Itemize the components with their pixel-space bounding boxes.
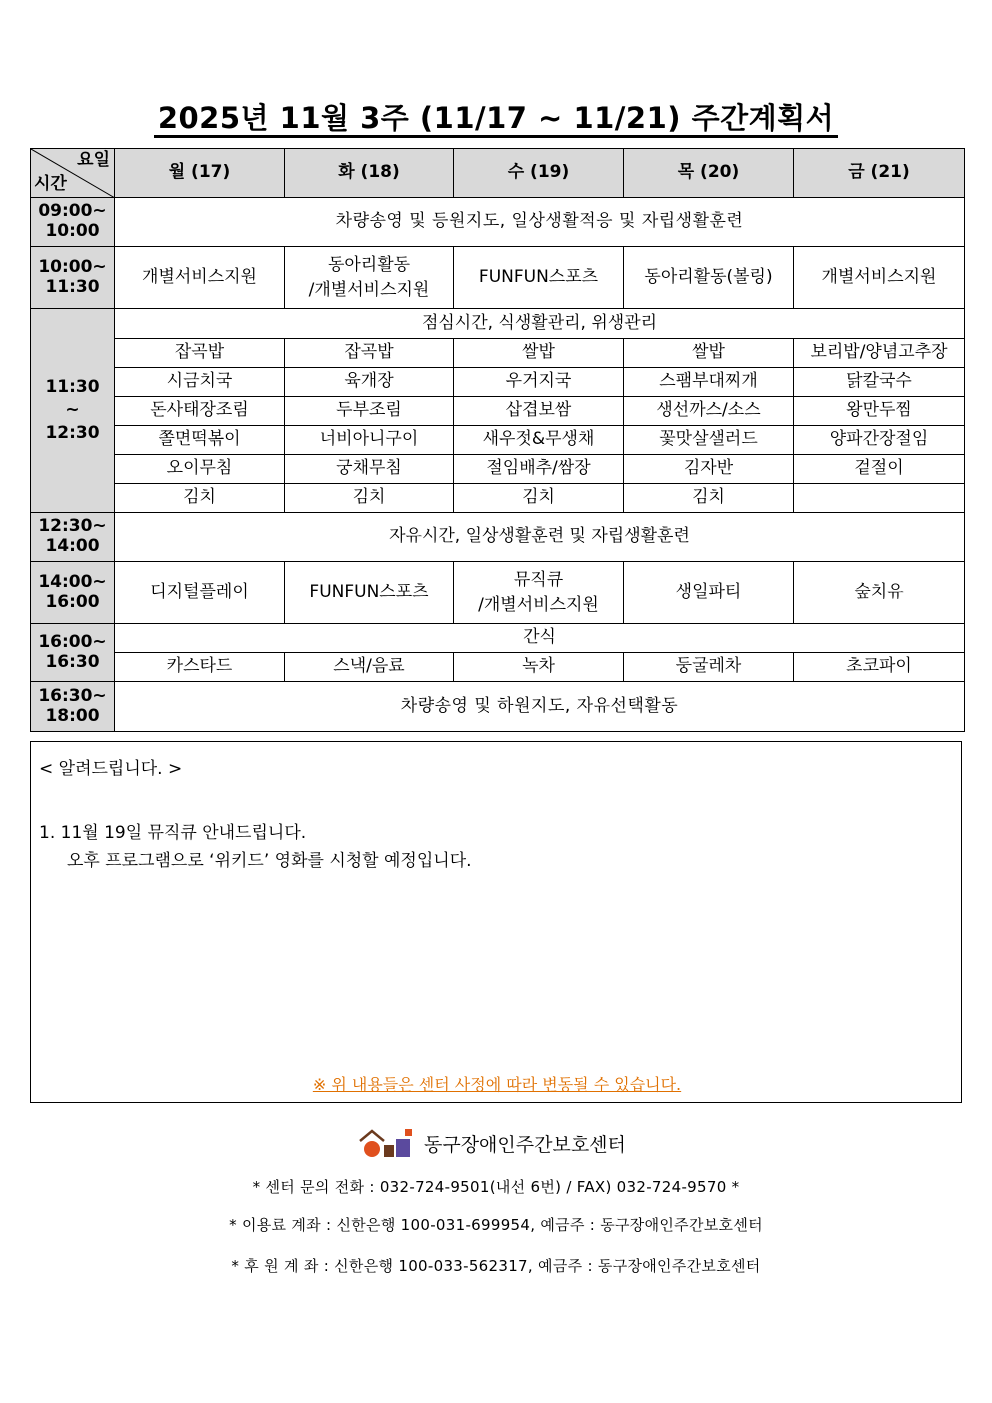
menu-cell: 김치 bbox=[624, 484, 794, 513]
menu-cell: 너비아니구이 bbox=[285, 426, 454, 455]
menu-cell: 스팸부대찌개 bbox=[624, 368, 794, 397]
activity-span: 자유시간, 일상생활훈련 및 자립생활훈련 bbox=[115, 513, 965, 562]
menu-cell: 쌀밥 bbox=[454, 339, 624, 368]
menu-cell: 양파간장절임 bbox=[794, 426, 965, 455]
menu-cell: 김치 bbox=[285, 484, 454, 513]
corner-time-label: 시간 bbox=[34, 174, 67, 195]
activity-cell: 뮤직큐 /개별서비스지원 bbox=[454, 562, 624, 624]
notice-line-1: 1. 11월 19일 뮤직큐 안내드립니다. bbox=[39, 823, 307, 843]
weekly-schedule-table bbox=[30, 148, 965, 732]
menu-cell: 김치 bbox=[454, 484, 624, 513]
activity-span: 차량송영 및 하원지도, 자유선택활동 bbox=[115, 682, 965, 732]
time-cell: 16:30~ 18:00 bbox=[31, 682, 115, 732]
day-fri: 금 (21) bbox=[794, 149, 965, 198]
row-lunch-heading bbox=[31, 309, 965, 339]
day-thu: 목 (20) bbox=[624, 149, 794, 198]
notice-heading: < 알려드립니다. > bbox=[39, 759, 183, 779]
menu-cell bbox=[794, 484, 965, 513]
time-cell: 12:30~ 14:00 bbox=[31, 513, 115, 562]
activity-cell: 동아리활동(볼링) bbox=[624, 247, 794, 309]
center-name: 동구장애인주간보호센터 bbox=[424, 1133, 626, 1156]
row-0900 bbox=[31, 198, 965, 247]
menu-cell: 꽃맛살샐러드 bbox=[624, 426, 794, 455]
activity-cell: 디지털플레이 bbox=[115, 562, 285, 624]
activity-cell: FUNFUN스포츠 bbox=[454, 247, 624, 309]
menu-cell: 보리밥/양념고추장 bbox=[794, 339, 965, 368]
menu-row bbox=[31, 339, 965, 368]
row-1400 bbox=[31, 562, 965, 624]
menu-cell: 두부조림 bbox=[285, 397, 454, 426]
time-cell: 09:00~ 10:00 bbox=[31, 198, 115, 247]
time-cell: 11:30 ~ 12:30 bbox=[31, 309, 115, 513]
menu-cell: 잡곡밥 bbox=[285, 339, 454, 368]
menu-cell: 김치 bbox=[115, 484, 285, 513]
corner-cell bbox=[31, 149, 115, 198]
lunch-heading: 점심시간, 식생활관리, 위생관리 bbox=[115, 309, 965, 339]
corner-day-label: 요일 bbox=[77, 150, 110, 170]
snack-cell: 둥굴레차 bbox=[624, 653, 794, 682]
row-1000 bbox=[31, 247, 965, 309]
activity-cell: 생일파티 bbox=[624, 562, 794, 624]
activity-cell: FUNFUN스포츠 bbox=[285, 562, 454, 624]
house-logo-icon bbox=[358, 1127, 418, 1159]
menu-row bbox=[31, 484, 965, 513]
menu-cell: 새우젓&무생채 bbox=[454, 426, 624, 455]
menu-cell: 오이무침 bbox=[115, 455, 285, 484]
activity-cell: 개별서비스지원 bbox=[115, 247, 285, 309]
snack-cell: 녹차 bbox=[454, 653, 624, 682]
change-warning: ※ 위 내용들은 센터 사정에 따라 변동될 수 있습니다. bbox=[312, 1075, 682, 1094]
activity-cell: 동아리활동 /개별서비스지원 bbox=[285, 247, 454, 309]
menu-cell: 닭칼국수 bbox=[794, 368, 965, 397]
menu-cell: 잡곡밥 bbox=[115, 339, 285, 368]
notice-line-2: 오후 프로그램으로 ‘위키드’ 영화를 시청할 예정입니다. bbox=[67, 851, 472, 871]
fee-account: * 이용료 계좌 : 신한은행 100-031-699954, 예금주 : 동구장애인주간보호센터 bbox=[229, 1216, 763, 1234]
menu-cell: 돈사태장조림 bbox=[115, 397, 285, 426]
menu-cell: 쫄면떡볶이 bbox=[115, 426, 285, 455]
menu-cell: 육개장 bbox=[285, 368, 454, 397]
snack-heading: 간식 bbox=[115, 624, 965, 653]
donation-account: * 후 원 계 좌 : 신한은행 100-033-562317, 예금주 : 동구장애인주간보호센터 bbox=[231, 1257, 761, 1275]
menu-cell: 우거지국 bbox=[454, 368, 624, 397]
menu-cell: 생선까스/소스 bbox=[624, 397, 794, 426]
header-row bbox=[31, 149, 965, 198]
menu-cell: 삽겹보쌈 bbox=[454, 397, 624, 426]
time-cell: 10:00~ 11:30 bbox=[31, 247, 115, 309]
snack-row bbox=[31, 653, 965, 682]
contact-phone: * 센터 문의 전화 : 032-724-9501(내선 6번) / FAX) 032-724-9570 * bbox=[252, 1178, 740, 1196]
menu-cell: 김자반 bbox=[624, 455, 794, 484]
menu-cell: 절임배추/쌈장 bbox=[454, 455, 624, 484]
day-tue: 화 (18) bbox=[285, 149, 454, 198]
menu-cell: 왕만두찜 bbox=[794, 397, 965, 426]
snack-cell: 스낵/음료 bbox=[285, 653, 454, 682]
notice-box bbox=[30, 741, 962, 1103]
snack-cell: 초코파이 bbox=[794, 653, 965, 682]
time-cell: 16:00~ 16:30 bbox=[31, 624, 115, 682]
center-logo bbox=[358, 1125, 626, 1161]
snack-cell: 카스타드 bbox=[115, 653, 285, 682]
menu-cell: 궁채무침 bbox=[285, 455, 454, 484]
menu-row bbox=[31, 368, 965, 397]
day-mon: 월 (17) bbox=[115, 149, 285, 198]
menu-row bbox=[31, 455, 965, 484]
row-1630 bbox=[31, 682, 965, 732]
activity-span: 차량송영 및 등원지도, 일상생활적응 및 자립생활훈련 bbox=[115, 198, 965, 247]
day-wed: 수 (19) bbox=[454, 149, 624, 198]
row-snack-heading bbox=[31, 624, 965, 653]
activity-cell: 개별서비스지원 bbox=[794, 247, 965, 309]
menu-cell: 겉절이 bbox=[794, 455, 965, 484]
page-title: 2025년 11월 3주 (11/17 ~ 11/21) 주간계획서 bbox=[0, 96, 992, 137]
row-1230 bbox=[31, 513, 965, 562]
time-cell: 14:00~ 16:00 bbox=[31, 562, 115, 624]
menu-row bbox=[31, 397, 965, 426]
menu-row bbox=[31, 426, 965, 455]
menu-cell: 쌀밥 bbox=[624, 339, 794, 368]
activity-cell: 숲치유 bbox=[794, 562, 965, 624]
menu-cell: 시금치국 bbox=[115, 368, 285, 397]
